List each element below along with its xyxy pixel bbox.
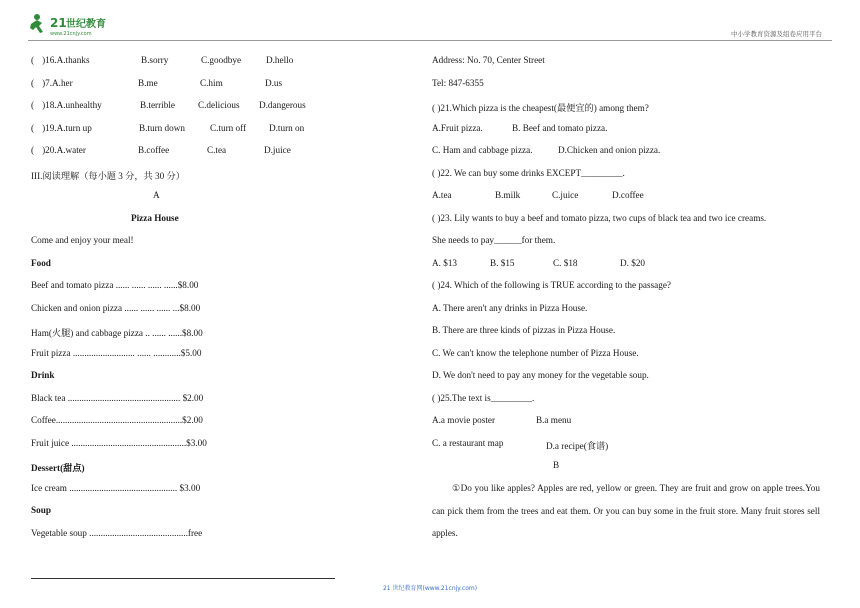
menu-item: Chicken and onion pizza ...... ...... ...... ...$8.00 (31, 303, 201, 313)
question-23: ( )23. Lily wants to buy a beef and tomato pizza, two cups of black tea and two ice creams. (432, 213, 767, 223)
question-24: ( )24. Which of the following is TRUE according to the passage? (432, 280, 671, 290)
menu-item: Ham(火腿) and cabbage pizza .. ...... ......$8.00 (31, 328, 203, 338)
question-17: ( )7.A.her B.me C.him D.us (31, 78, 283, 88)
passage-b-paragraph: ①Do you like apples? Apples are red, yellow or green. They are fruit and grow on apple trees.You can pick them from the trees and eat them. Or you can buy some in the fruit store. Many fruit stores sell apples. (432, 483, 820, 538)
option-c: C. We can't know the telephone number of Pizza House. (432, 348, 639, 358)
passage-b-label: B (553, 460, 560, 470)
soup-heading: Soup (31, 505, 51, 515)
drink-heading: Drink (31, 370, 55, 380)
platform-name: 中小学教育资源及组卷应用平台 (731, 30, 822, 38)
question-16: ( )16.A.thanks B.sorry C.goodbye D.hello (31, 55, 294, 65)
question-21: ( )21.Which pizza is the cheapest(最便宜的) among them? (432, 103, 649, 113)
question-18: ( )18.A.unhealthy B.terrible C.delicious D.dangerous (31, 100, 306, 110)
svg-text:世纪教育: 世纪教育 (66, 19, 106, 30)
option-b: B. There are three kinds of pizzas in Pizza House. (432, 325, 616, 335)
question-23-options: A. $13 B. $15 C. $18 D. $20 (432, 258, 646, 268)
section-heading: III.阅读理解（每小题 3 分，共 30 分） (31, 171, 185, 181)
question-22: ( )22. We can buy some drinks EXCEPT_________. (432, 168, 625, 178)
food-heading: Food (31, 258, 51, 268)
menu-item: Ice cream ............................................... $3.00 (31, 483, 201, 493)
menu-item: Fruit pizza ........................... ...... ............$5.00 (31, 348, 202, 358)
page-header (28, 12, 832, 38)
question-21-options: A.Fruit pizza. B. Beef and tomato pizza. (432, 123, 608, 133)
passage-a-label: A (153, 190, 160, 200)
footer-divider (31, 578, 335, 579)
header-divider (28, 40, 832, 41)
question-25-options: A.a movie poster B.a menu (432, 415, 572, 425)
pizza-house-title: Pizza House (131, 213, 179, 223)
telephone: Tel: 847-6355 (432, 78, 484, 88)
menu-item: Coffee.......................................................$2.00 (31, 415, 203, 425)
address: Address: No. 70, Center Street (432, 55, 545, 65)
question-23-cont: She needs to pay______for them. (432, 235, 556, 245)
footer-text: 21 世纪教育网(www.21cnjy.com) (382, 585, 478, 592)
option-d: D. We don't need to pay any money for the vegetable soup. (432, 370, 649, 380)
menu-item: Vegetable soup ...........................................free (31, 528, 203, 538)
dessert-heading: Dessert(甜点) (31, 463, 85, 473)
menu-intro: Come and enjoy your meal! (31, 235, 134, 245)
svg-text:21: 21 (50, 16, 67, 30)
question-19: ( )19.A.turn up B.turn down C.turn off D.turn on (31, 123, 305, 133)
question-25: ( )25.The text is_________. (432, 393, 535, 403)
question-25-options-2: C. a restaurant map D.a recipe(食谱) (432, 438, 609, 451)
menu-item: Fruit juice ..................................................$3.00 (31, 438, 207, 448)
question-22-options: A.tea B.milk C.juice D.coffee (432, 190, 644, 200)
svg-text:www.21cnjy.com: www.21cnjy.com (50, 31, 92, 37)
logo-icon (28, 12, 138, 38)
option-a: A. There aren't any drinks in Pizza House. (432, 303, 588, 313)
question-21-options-2: C. Ham and cabbage pizza. D.Chicken and onion pizza. (432, 145, 661, 155)
menu-item: Beef and tomato pizza ...... ...... ...... ......$8.00 (31, 280, 199, 290)
menu-item: Black tea ................................................. $2.00 (31, 393, 204, 403)
question-20: ( )20.A.water B.coffee C.tea D.juice (31, 145, 291, 155)
